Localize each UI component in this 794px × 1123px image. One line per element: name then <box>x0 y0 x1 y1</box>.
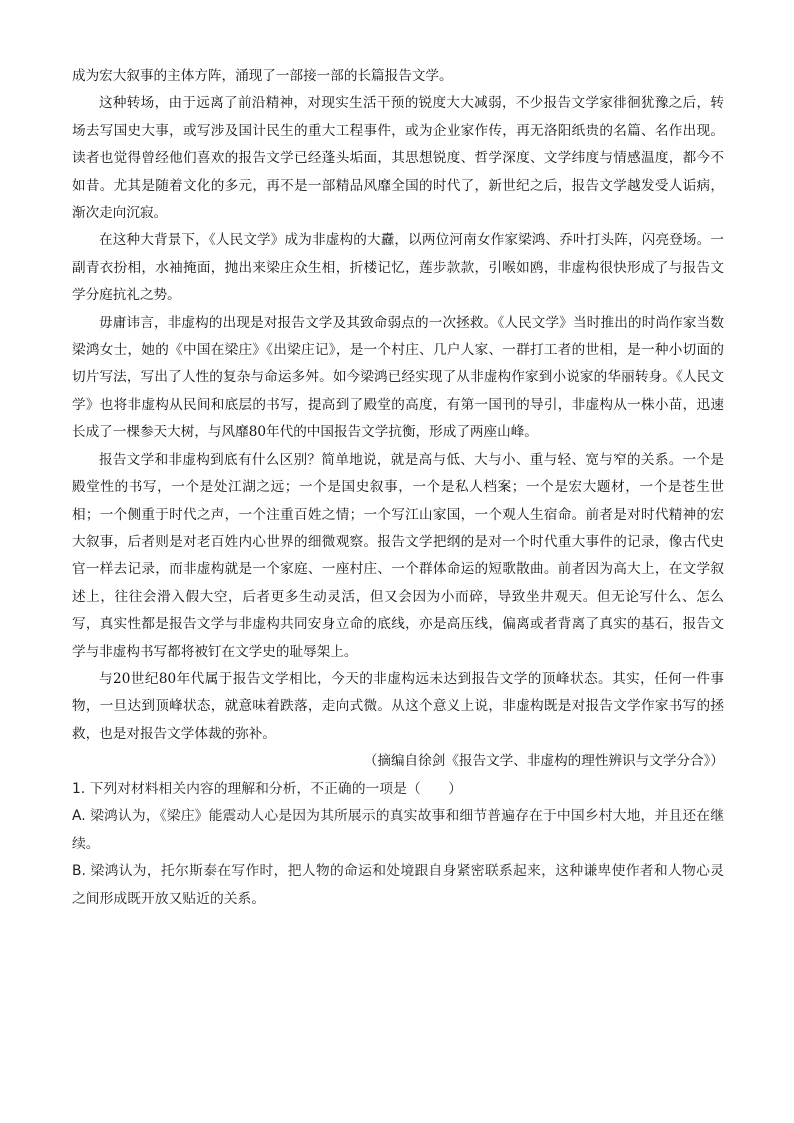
paragraph-3: 毋庸讳言，非虚构的出现是对报告文学及其致命弱点的一次拯救。《人民文学》当时推出的时尚作家当数梁鸿女士，她的《中国在梁庄》《出梁庄记》，是一个村庄、几户人家、一群打工者的世相，是一种小切面的切片写法，写出了人性的复杂与命运多舛。如今梁鸿已经实现了从非虚构作家到小说家的华丽转身。《人民文学》也将非虚构从民间和底层的书写，提高到了殿堂的高度，有第一国刊的导引，非虚构从一株小苗，迅速长成了一棵参天大树，与风靡80年代的中国报告文学抗衡，形成了两座山峰。 <box>72 314 724 441</box>
option-a: A. 梁鸿认为，《梁庄》能震动人心是因为其所展示的真实故事和细节普遍存在于中国乡村大地，并且还在继续。 <box>72 808 724 852</box>
paragraph-0: 成为宏大叙事的主体方阵，涌现了一部接一部的长篇报告文学。 <box>72 68 453 84</box>
paragraph-5: 与20世纪80年代属于报告文学相比，今天的非虚构远未达到报告文学的顶峰状态。其实，任何一件事物，一旦达到顶峰状态，就意味着跌落，走向式微。从这个意义上说，非虚构既是对报告文学作家书写的拯救，也是对报告文学体裁的弥补。 <box>72 670 724 742</box>
paragraph-1: 这种转场，由于远离了前沿精神，对现实生活干预的锐度大大减弱，不少报告文学家徘徊犹豫之后，转场去写国史大事，或写涉及国计民生的重大工程事件，或为企业家作传，再无洛阳纸贵的名篇、名作出现。读者也觉得曾经他们喜欢的报告文学已经蓬头垢面，其思想锐度、哲学深度、文学纬度与情感温度，都今不如昔。尤其是随着文化的多元，再不是一部精品风靡全国的时代了，新世纪之后，报告文学越发受人诟病，渐次走向沉寂。 <box>72 95 724 222</box>
paragraph-2: 在这种大背景下，《人民文学》成为非虚构的大纛，以两位河南女作家梁鸿、乔叶打头阵，闪亮登场。一副青衣扮相，水袖掩面，抛出来梁庄众生相，折楼记忆，莲步款款，引喉如鸥，非虚构很快形成了与报告文学分庭抗礼之势。 <box>72 232 724 304</box>
source-citation: （摘编自徐剑《报告文学、非虚构的理性辨识与文学分合》） <box>363 753 724 770</box>
paragraph-4: 报告文学和非虚构到底有什么区别？简单地说，就是高与低、大与小、重与轻、宽与窄的关系。一个是殿堂性的书写，一个是处江湖之远；一个是国史叙事，一个是私人档案；一个是宏大题材，一个是苍生世相；一个侧重于时代之声，一个注重百姓之情；一个写江山家国，一个观人生宿命。前者是对时代精神的宏大叙事，后者则是对老百姓内心世界的细微观察。报告文学把纲的是对一个时代重大事件的记录，像古代史官一样去记录，而非虚构就是一个家庭、一座村庄、一个群体命运的短歌散曲。前者因为高大上，在文学叙述上，往往会滑入假大空，后者更多生动灵活，但又会因为小而碎，导致坐井观天。但无论写什么、怎么写，真实性都是报告文学与非虚构共同安身立命的底线，亦是高压线，偏离或者背离了真实的基石，报告文学与非虚构书写都将被钉在文学史的耻辱架上。 <box>72 451 724 660</box>
question-stem: 1. 下列对材料相关内容的理解和分析，不正确的一项是（ ） <box>72 780 463 797</box>
option-b: B. 梁鸿认为，托尔斯泰在写作时，把人物的命运和处境跟自身紧密联系起来，这种谦卑使作者和人物心灵之间形成既开放又贴近的关系。 <box>72 863 724 907</box>
